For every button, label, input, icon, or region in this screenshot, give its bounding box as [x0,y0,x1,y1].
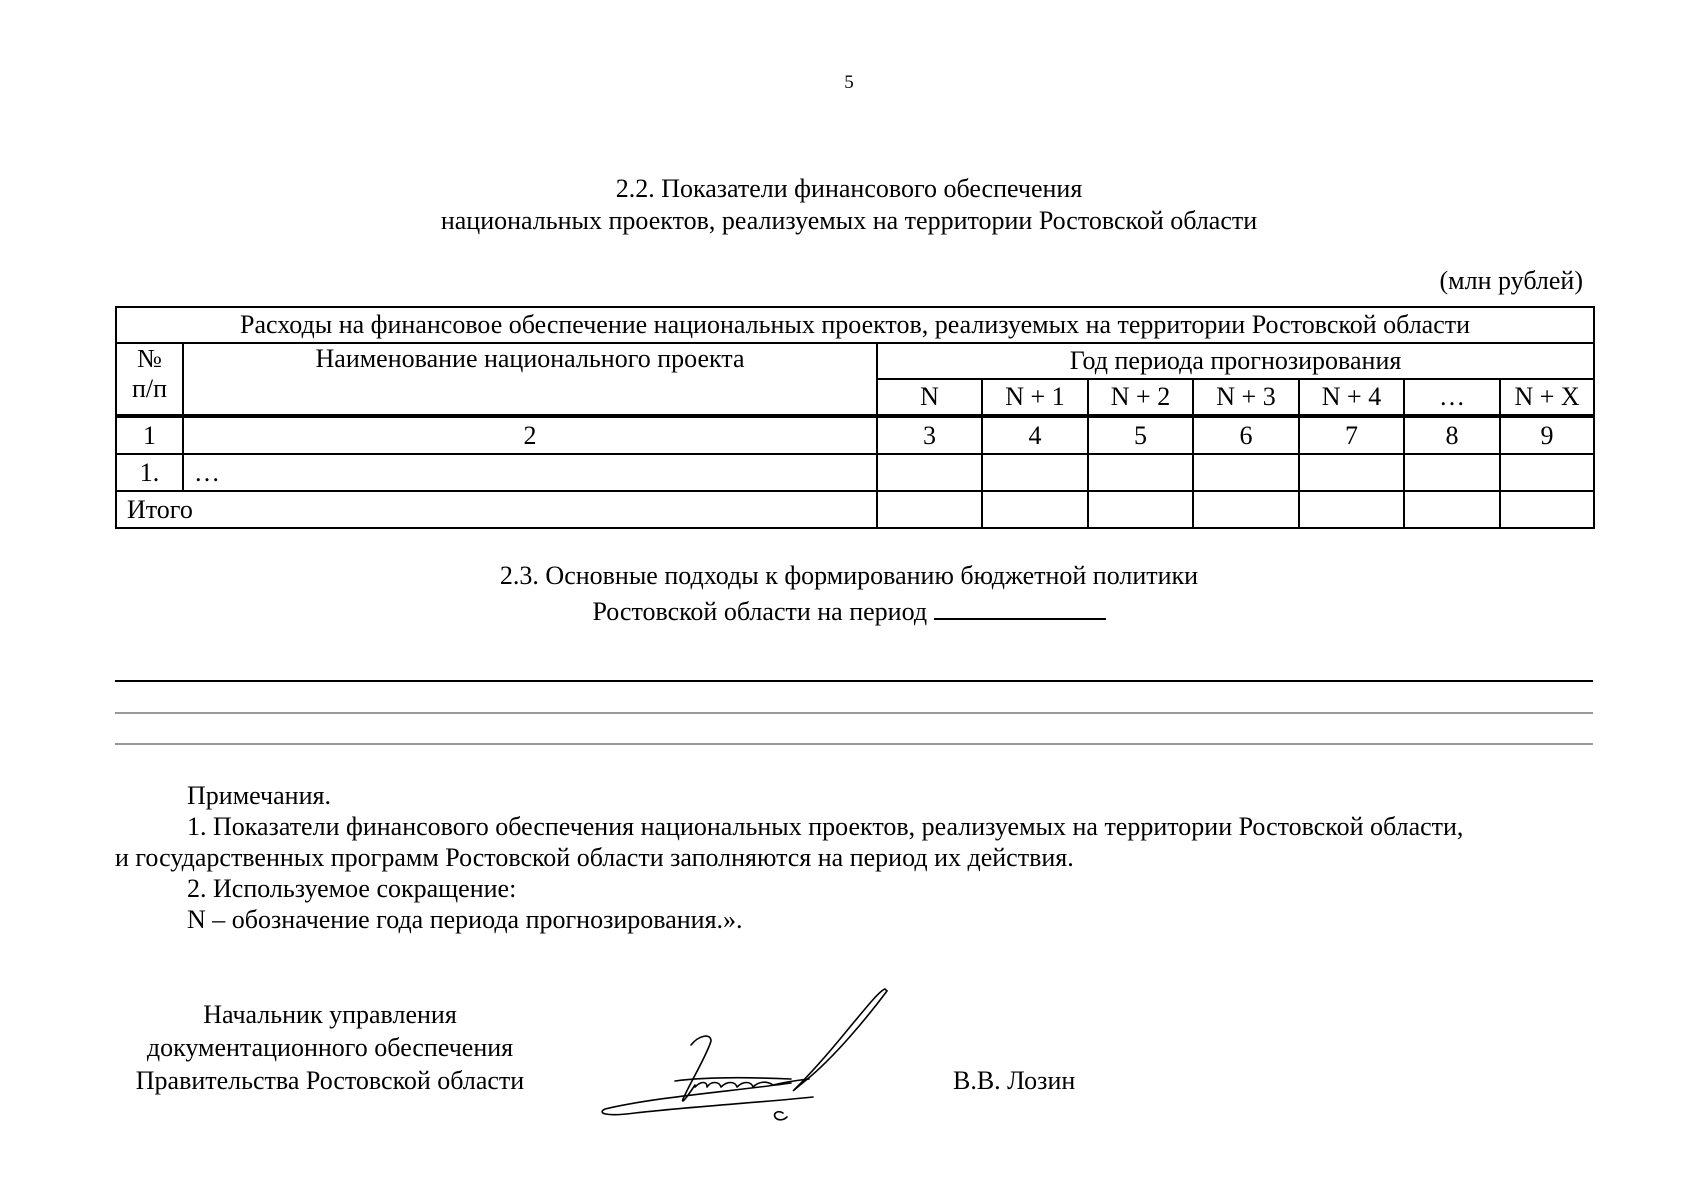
total-value [1299,491,1404,528]
financial-table [115,306,1595,529]
column-number: 4 [982,416,1088,454]
row-value [982,454,1088,491]
section-2-2-title-line2: национальных проектов, реализуемых на территории Ростовской области [440,206,1258,235]
col-header-years-group: Год периода прогнозирования [877,343,1594,379]
year-header: N + X [1500,379,1594,416]
notes-section [115,780,1593,935]
year-header: N + 4 [1299,379,1404,416]
note-1-line2: и государственных программ Ростовской области заполняются на период их действия. [115,843,1074,872]
col-header-number-line1: № [137,344,162,373]
note-2: 2. Используемое сокращение: [187,874,517,903]
unit-label: (млн рублей) [1439,266,1583,295]
year-header: N [877,379,982,416]
row-project-name: … [183,454,877,491]
fill-in-line [115,743,1593,745]
table-header-main: Расходы на финансовое обеспечение национальных проектов, реализуемых на территории Ростовской области [116,307,1594,343]
section-2-2-title-line1: 2.2. Показатели финансового обеспечения [615,174,1083,203]
column-number: 3 [877,416,982,454]
note-1-line1: 1. Показатели финансового обеспечения национальных проектов, реализуемых на территории Ростовской области, [187,812,1464,841]
signatory-name: В.В. Лозин [953,1066,1076,1095]
fill-in-line [115,680,1593,682]
col-header-number-line2: п/п [131,374,168,403]
row-value [877,454,982,491]
total-value [877,491,982,528]
notes-heading: Примечания. [187,781,331,810]
year-header: N + 3 [1193,379,1299,416]
year-header: … [1404,379,1500,416]
page-number: 5 [844,72,854,93]
column-number: 2 [183,416,877,454]
position-line1: Начальник управления [203,1000,457,1029]
year-header: N + 2 [1088,379,1193,416]
total-value [982,491,1088,528]
col-header-number [116,343,183,416]
column-number: 9 [1500,416,1594,454]
year-header: N + 1 [982,379,1088,416]
column-number: 1 [116,416,183,454]
column-number: 5 [1088,416,1193,454]
section-2-3-title-text: Ростовской области на период [592,597,928,626]
fill-in-line [115,712,1593,714]
column-number: 8 [1404,416,1500,454]
total-label: Итого [116,491,877,528]
total-value [1088,491,1193,528]
total-row [116,491,1594,528]
row-value [1299,454,1404,491]
row-value [1193,454,1299,491]
section-2-3-title-line1: 2.3. Основные подходы к формированию бюджетной политики [499,561,1199,590]
position-line3: Правительства Ростовской области [135,1066,525,1095]
period-blank-line [934,592,1106,620]
row-value [1500,454,1594,491]
total-value [1404,491,1500,528]
position-line2: документационного обеспечения [146,1033,514,1062]
column-numbers-row [116,416,1594,454]
row-number: 1. [116,454,183,491]
column-number: 7 [1299,416,1404,454]
section-2-3-title-line2 [0,592,1698,628]
col-header-name: Наименование национального проекта [183,343,877,416]
handwritten-signature [595,985,925,1125]
table-row [116,454,1594,491]
total-value [1500,491,1594,528]
total-value [1193,491,1299,528]
row-value [1088,454,1193,491]
row-value [1404,454,1500,491]
signatory-position [110,998,550,1097]
column-number: 6 [1193,416,1299,454]
note-3: N – обозначение года периода прогнозирования.». [187,905,743,934]
